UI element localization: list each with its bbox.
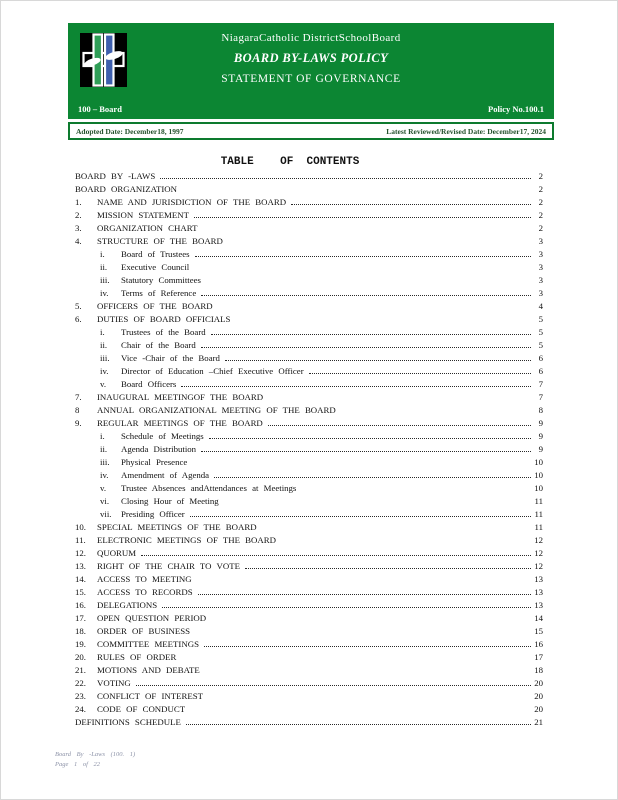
toc-entry-page: 9 [538,444,543,454]
toc-entry-page: 11 [534,496,543,506]
toc-entry-page: 8 [538,405,543,415]
toc-dot-leader [186,724,531,725]
toc-dot-leader [201,347,531,348]
toc-entry [75,652,543,665]
toc-entry-number: iv. [100,470,109,480]
toc-entry [75,535,543,548]
toc-entry [75,509,543,522]
toc-entry-page: 3 [538,249,543,259]
toc-entry-label: OPEN QUESTION PERIOD [97,613,207,623]
toc-entry-label: RIGHT OF THE CHAIR TO VOTE [97,561,240,571]
toc-entry [75,379,543,392]
toc-dot-leader [141,555,531,556]
toc-entry-page: 6 [538,366,543,376]
toc-entry-number: 16. [75,600,86,610]
toc-entry-page: 2 [538,223,543,233]
toc-entry-page: 3 [538,288,543,298]
toc-entry-page: 12 [534,535,543,545]
toc-entry [75,665,543,678]
toc-entry [75,496,543,509]
toc-entry [75,704,543,717]
toc-entry [75,392,543,405]
toc-entry-page: 2 [538,197,543,207]
toc-dot-leader [162,607,531,608]
toc-entry [75,366,543,379]
toc-entry [75,431,543,444]
policy-subtitle: STATEMENT OF GOVERNANCE [221,73,401,85]
toc-dot-leader [201,295,531,296]
toc-entry-page: 6 [538,353,543,363]
toc-entry [75,587,543,600]
toc-dot-leader [211,334,531,335]
toc-entry-page: 16 [534,639,543,649]
toc-entry [75,405,543,418]
toc-entry-label: STRUCTURE OF THE BOARD [97,236,223,246]
toc-entry-label: RULES OF ORDER [97,652,177,662]
toc-entry-label: ANNUAL ORGANIZATIONAL MEETING OF THE BOARD [97,405,336,415]
toc-entry-number: 10. [75,522,86,532]
toc-entry-page: 4 [538,301,543,311]
toc-entry-page: 13 [534,574,543,584]
toc-entry [75,184,543,197]
toc-entry-page: 10 [534,483,543,493]
toc-entry-number: 14. [75,574,86,584]
toc-dot-leader [195,256,531,257]
footer-document-ref: Board By -Laws (100. 1) [55,751,136,758]
toc-entry [75,600,543,613]
toc-entry-page: 14 [534,613,543,623]
toc-entry [75,717,543,730]
toc-entry-label: Chair of the Board [121,340,196,350]
toc-entry-label: Presiding Officer [121,509,185,519]
policy-header-titles [68,32,554,85]
toc-entry-number: 11. [75,535,86,545]
toc-entry-page: 5 [538,327,543,337]
policy-number: Policy No.100.1 [488,104,544,114]
toc-entry-number: ii. [100,444,108,454]
toc-entry [75,444,543,457]
toc-dot-leader [291,204,531,205]
toc-entry-number: 6. [75,314,82,324]
toc-entry-page: 5 [538,340,543,350]
toc-entry-label: QUORUM [97,548,137,558]
toc-entry-page: 20 [534,678,543,688]
toc-entry-page: 3 [538,275,543,285]
toc-dot-leader [214,477,531,478]
toc-entry-label: Board of Trustees [121,249,190,259]
toc-entry-number: 15. [75,587,86,597]
toc-entry [75,561,543,574]
toc-entry-label: Trustees of the Board [121,327,206,337]
toc-entry-page: 2 [538,171,543,181]
board-name: NiagaraCatholic DistrictSchoolBoard [221,32,401,44]
toc-entry-page: 10 [534,470,543,480]
toc-entry-number: 18. [75,626,86,636]
toc-entry-label: DEFINITIONS SCHEDULE [75,717,181,727]
toc-entry-number: iii. [100,457,110,467]
toc-entry [75,483,543,496]
toc-entry-label: SPECIAL MEETINGS OF THE BOARD [97,522,257,532]
toc-entry-label: BOARD ORGANIZATION [75,184,177,194]
toc-entry-page: 12 [534,548,543,558]
policy-title: BOARD BY-LAWS POLICY [233,51,389,65]
toc-entry [75,262,543,275]
toc-entry [75,691,543,704]
toc-entry-page: 9 [538,418,543,428]
toc-entry-number: v. [100,379,107,389]
toc-entry [75,236,543,249]
toc-entry [75,457,543,470]
toc-entry-number: ii. [100,262,108,272]
toc-entry-label: Terms of Reference [121,288,197,298]
toc-entry-page: 10 [534,457,543,467]
toc-entry-label: CODE OF CONDUCT [97,704,186,714]
toc-entry-page: 3 [538,262,543,272]
toc-entry-label: ELECTRONIC MEETINGS OF THE BOARD [97,535,276,545]
toc-entry-label: ORGANIZATION CHART [97,223,198,233]
toc-entry-number: 5. [75,301,82,311]
toc-entry-label: BOARD BY -LAWS [75,171,156,181]
toc-entry-number: iv. [100,366,109,376]
toc-entry-number: i. [100,431,105,441]
toc-entry-label: MISSION STATEMENT [97,210,189,220]
toc-entry-number: 17. [75,613,86,623]
toc-entry-page: 18 [534,665,543,675]
toc-entry [75,470,543,483]
toc-entry-number: 24. [75,704,86,714]
toc-entry-number: i. [100,249,105,259]
toc-dot-leader [194,217,531,218]
toc-entry-label: Director of Education –Chief Executive Officer [121,366,304,376]
toc-entry [75,301,543,314]
toc-entry-number: vii. [100,509,112,519]
toc-entry [75,639,543,652]
toc-entry-number: 7. [75,392,82,402]
toc-entry-label: ACCESS TO MEETING [97,574,192,584]
footer-page-number: Page 1 of 22 [55,761,101,768]
toc-dot-leader [198,594,531,595]
toc-entry-number: 12. [75,548,86,558]
toc-entry-label: VOTING [97,678,131,688]
toc-heading: TABLE OF CONTENTS [220,156,360,168]
toc-entry [75,340,543,353]
toc-entry-page: 20 [534,704,543,714]
toc-entry-number: 22. [75,678,86,688]
toc-entry-label: COMMITTEE MEETINGS [97,639,199,649]
toc-entry-page: 13 [534,600,543,610]
toc-dot-leader [181,386,531,387]
policy-header-banner [68,23,554,119]
toc-entry [75,171,543,184]
toc-entry-page: 13 [534,587,543,597]
toc-entry-number: 9. [75,418,82,428]
toc-entry [75,210,543,223]
toc-dot-leader [309,373,531,374]
toc-entry-page: 7 [538,379,543,389]
toc-entry [75,327,543,340]
toc-dot-leader [209,438,531,439]
toc-entry-number: 13. [75,561,86,571]
toc-dot-leader [245,568,531,569]
toc-entry-number: iii. [100,275,110,285]
toc-entry-number: v. [100,483,107,493]
toc-dot-leader [136,685,531,686]
toc-entry-number: 21. [75,665,86,675]
toc-entry-page: 15 [534,626,543,636]
toc-entry-label: DUTIES OF BOARD OFFICIALS [97,314,231,324]
toc-entry-number: 20. [75,652,86,662]
toc-entry [75,548,543,561]
toc-entry-label: OFFICERS OF THE BOARD [97,301,213,311]
toc-entry-label: DELEGATIONS [97,600,158,610]
toc-entry-number: ii. [100,340,108,350]
toc-entry-page: 3 [538,236,543,246]
toc-entry-page: 11 [534,522,543,532]
toc-entry-label: CONFLICT OF INTEREST [97,691,204,701]
toc-entry [75,626,543,639]
toc-entry-page: 11 [534,509,543,519]
toc-entry-page: 17 [534,652,543,662]
toc-entry-number: 19. [75,639,86,649]
toc-entry [75,574,543,587]
toc-entry-number: iii. [100,353,110,363]
toc-entry [75,197,543,210]
toc-entry-number: 3. [75,223,82,233]
toc-entry [75,288,543,301]
toc-list [75,171,543,730]
toc-entry-number: iv. [100,288,109,298]
toc-dot-leader [201,451,531,452]
toc-entry-label: Executive Council [121,262,190,272]
toc-entry [75,275,543,288]
toc-entry-page: 9 [538,431,543,441]
toc-entry-number: vi. [100,496,110,506]
toc-entry-page: 2 [538,184,543,194]
toc-entry-label: ACCESS TO RECORDS [97,587,193,597]
toc-dot-leader [225,360,531,361]
toc-entry-page: 20 [534,691,543,701]
toc-dot-leader [190,516,531,517]
toc-entry [75,613,543,626]
toc-entry-label: Statutory Committees [121,275,201,285]
toc-entry-label: Amendment of Agenda [121,470,210,480]
toc-entry-label: Trustee Absences andAttendances at Meetings [121,483,297,493]
policy-dates-strip [68,122,554,140]
toc-entry [75,249,543,262]
toc-entry-label: MOTIONS AND DEBATE [97,665,200,675]
toc-dot-leader [268,425,531,426]
reviewed-date: Latest Reviewed/Revised Date: December17, 2024 [386,126,546,136]
toc-entry-label: INAUGURAL MEETINGOF THE BOARD [97,392,264,402]
toc-dot-leader [204,646,531,647]
toc-entry [75,223,543,236]
toc-entry-label: REGULAR MEETINGS OF THE BOARD [97,418,263,428]
toc-entry-label: ORDER OF BUSINESS [97,626,191,636]
adopted-date: Adopted Date: December18, 1997 [76,126,184,136]
toc-entry-number: 1. [75,197,82,207]
toc-entry-number: i. [100,327,105,337]
toc-entry-label: Vice -Chair of the Board [121,353,220,363]
section-label: 100 – Board [78,104,122,114]
toc-entry-label: Closing Hour of Meeting [121,496,219,506]
toc-entry-label: Agenda Distribution [121,444,197,454]
toc-entry-number: 4. [75,236,82,246]
toc-entry-page: 12 [534,561,543,571]
toc-entry [75,314,543,327]
toc-entry-label: NAME AND JURISDICTION OF THE BOARD [97,197,287,207]
toc-entry [75,522,543,535]
toc-dot-leader [160,178,531,179]
toc-entry-number: 2. [75,210,82,220]
toc-entry [75,418,543,431]
toc-entry-number: 23. [75,691,86,701]
toc-entry-label: Schedule of Meetings [121,431,204,441]
toc-entry [75,678,543,691]
toc-entry [75,353,543,366]
toc-entry-page: 21 [534,717,543,727]
page-footer [55,750,135,770]
toc-entry-page: 2 [538,210,543,220]
toc-entry-label: Board Officers [121,379,177,389]
policy-section-bar [78,104,544,114]
toc-entry-page: 5 [538,314,543,324]
toc-entry-label: Physical Presence [121,457,188,467]
toc-entry-number: 8 [75,405,80,415]
toc-entry-page: 7 [538,392,543,402]
